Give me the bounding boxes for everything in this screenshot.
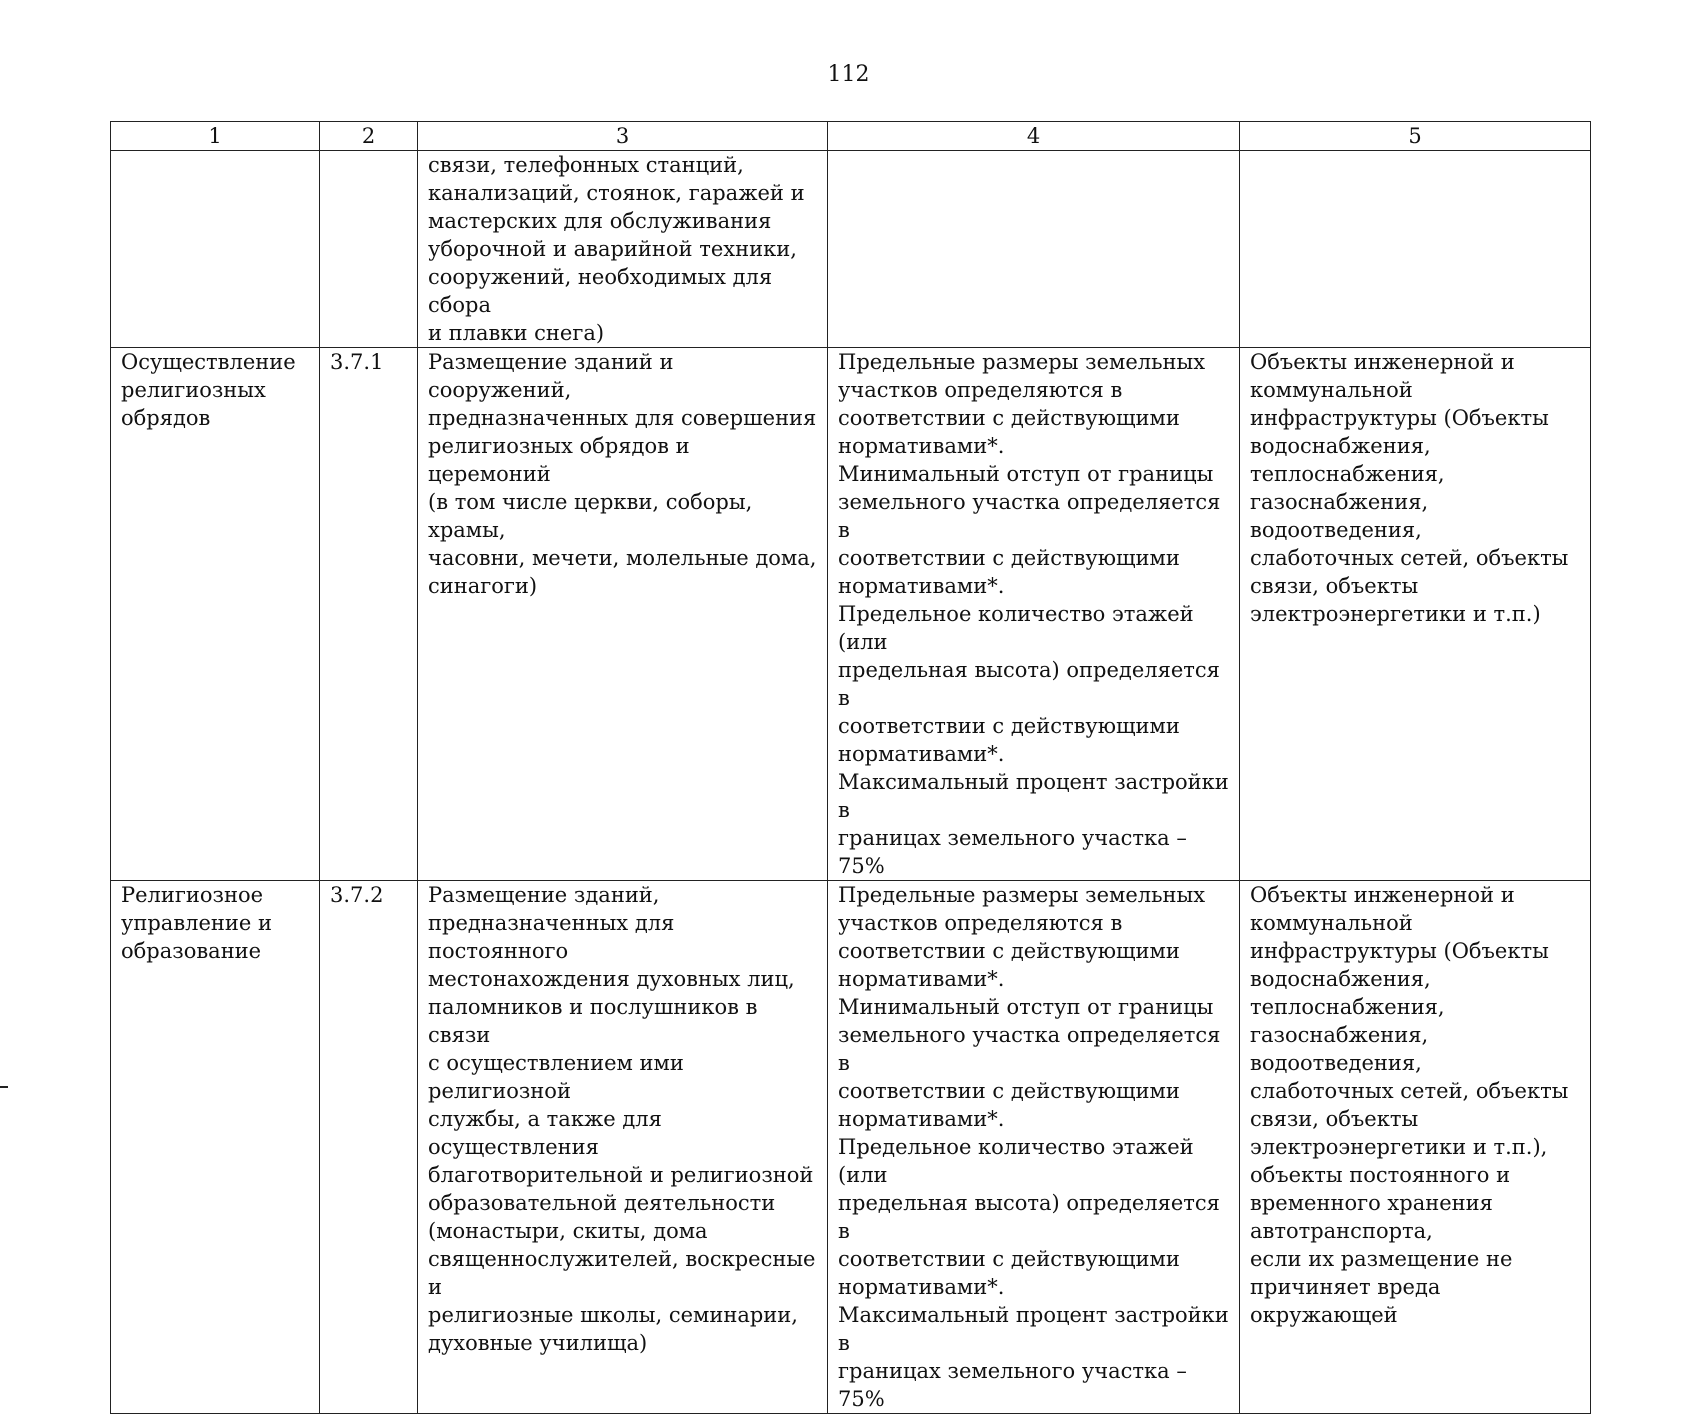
use-code-cell: 3.7.2 xyxy=(320,881,418,1414)
column-header-2: 2 xyxy=(320,122,418,151)
use-name-cell xyxy=(111,151,320,348)
parameters-cell xyxy=(828,151,1240,348)
table-row xyxy=(111,348,1591,881)
margin-mark xyxy=(0,1086,8,1088)
use-code-cell: 3.7.1 xyxy=(320,348,418,881)
column-header-1: 1 xyxy=(111,122,320,151)
use-name-cell: Религиозное управление и образование xyxy=(111,881,320,1414)
table-header-row xyxy=(111,122,1591,151)
page-number: 112 xyxy=(827,62,870,87)
use-description-cell: Размещение зданий, предназначенных для постоянного местонахождения духовных лиц, паломников и послушников в связи с осуществлением ими религиозной службы, а также для осуществления благотворительной и религиозной образовательной деятельности (монастыри, скиты, дома священнослужителей, воскресные и религиозные школы, семинарии, духовные училища) xyxy=(418,881,828,1414)
use-code-cell xyxy=(320,151,418,348)
use-description-cell: связи, телефонных станций, канализаций, стоянок, гаражей и мастерских для обслуживания уборочной и аварийной техники, сооружений, необходимых для сбора и плавки снега) xyxy=(418,151,828,348)
use-description-cell: Размещение зданий и сооружений, предназначенных для совершения религиозных обрядов и церемоний (в том числе церкви, соборы, храмы, часовни, мечети, молельные дома, синагоги) xyxy=(418,348,828,881)
table-row xyxy=(111,151,1591,348)
objects-cell: Объекты инженерной и коммунальной инфраструктуры (Объекты водоснабжения, теплоснабжения, газоснабжения, водоотведения, слаботочных сетей, объекты связи, объекты электроэнергетики и т.п.), объекты постоянного и временного хранения автотранспорта, если их размещение не причиняет вреда окружающей xyxy=(1240,881,1591,1414)
column-header-3: 3 xyxy=(418,122,828,151)
table-row xyxy=(111,881,1591,1414)
parameters-cell: Предельные размеры земельных участков определяются в соответствии с действующими нормативами*. Минимальный отступ от границы земельного участка определяется в соответствии с действующими нормативами*. Предельное количество этажей (или предельная высота) определяется в соответствии с действующими нормативами*. Максимальный процент застройки в границах земельного участка – 75% xyxy=(828,348,1240,881)
column-header-4: 4 xyxy=(828,122,1240,151)
use-name-cell: Осуществление религиозных обрядов xyxy=(111,348,320,881)
parameters-cell: Предельные размеры земельных участков определяются в соответствии с действующими нормативами*. Минимальный отступ от границы земельного участка определяется в соответствии с действующими нормативами*. Предельное количество этажей (или предельная высота) определяется в соответствии с действующими нормативами*. Максимальный процент застройки в границах земельного участка – 75% xyxy=(828,881,1240,1414)
zoning-table xyxy=(110,121,1591,1414)
objects-cell: Объекты инженерной и коммунальной инфраструктуры (Объекты водоснабжения, теплоснабжения, газоснабжения, водоотведения, слаботочных сетей, объекты связи, объекты электроэнергетики и т.п.) xyxy=(1240,348,1591,881)
objects-cell xyxy=(1240,151,1591,348)
column-header-5: 5 xyxy=(1240,122,1591,151)
